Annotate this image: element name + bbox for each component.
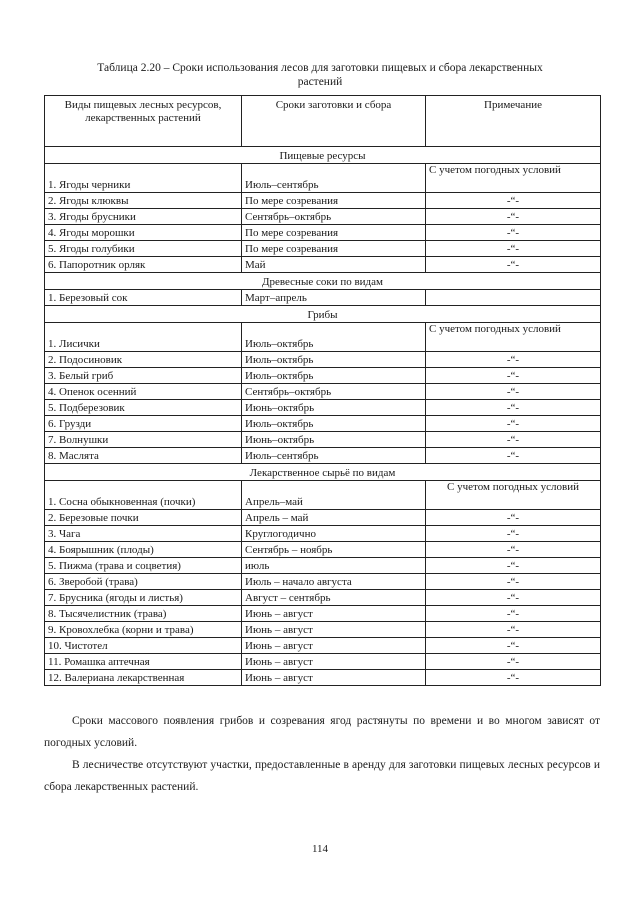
table-row [45, 193, 601, 209]
resource-name-cell: 1. Березовый сок [45, 290, 242, 306]
table-row [45, 352, 601, 368]
period-cell: Круглогодично [242, 526, 426, 542]
section-header-row [45, 273, 601, 290]
section-title: Грибы [45, 306, 601, 323]
resource-name-cell: 6. Грузди [45, 416, 242, 432]
period-cell: Июль–октябрь [242, 352, 426, 368]
resource-name-cell: 9. Кровохлебка (корни и трава) [45, 622, 242, 638]
section-title: Пищевые ресурсы [45, 147, 601, 164]
resource-name-cell: 10. Чистотел [45, 638, 242, 654]
resource-name-cell: 7. Волнушки [45, 432, 242, 448]
section-header-row [45, 464, 601, 481]
paragraph-no-leased-plots: В лесничестве отсутствуют участки, предоставленные в аренду для заготовки пищевых лесных ресурсов и сбора лекарственных растений. [44, 759, 600, 793]
header-resource-type: Виды пищевых лесных ресурсов, лекарственных растений [45, 96, 242, 147]
resource-name-cell: 3. Чага [45, 526, 242, 542]
note-cell: -“- [426, 622, 601, 638]
note-cell: С учетом погодных условий [426, 481, 601, 510]
resource-name-cell: 7. Брусника (ягоды и листья) [45, 590, 242, 606]
note-cell: -“- [426, 193, 601, 209]
period-cell: Апрель–май [242, 481, 426, 510]
table-row [45, 323, 601, 352]
caption-line-1: Таблица 2.20 – Сроки использования лесов для заготовки пищевых и сбора лекарственных [97, 62, 543, 74]
table-row [45, 481, 601, 510]
period-cell: По мере созревания [242, 225, 426, 241]
resource-name-cell: 2. Березовые почки [45, 510, 242, 526]
resource-name-cell: 1. Ягоды черники [45, 164, 242, 193]
resource-name-cell: 1. Лисички [45, 323, 242, 352]
table-row [45, 622, 601, 638]
resource-name-cell: 1. Сосна обыкновенная (почки) [45, 481, 242, 510]
section-header-row [45, 306, 601, 323]
resource-name-cell: 3. Белый гриб [45, 368, 242, 384]
section-title: Лекарственное сырьё по видам [45, 464, 601, 481]
note-cell: -“- [426, 225, 601, 241]
period-cell: Июль – начало августа [242, 574, 426, 590]
resource-name-cell: 4. Опенок осенний [45, 384, 242, 400]
table-row [45, 638, 601, 654]
table-row [45, 542, 601, 558]
period-cell: Август – сентябрь [242, 590, 426, 606]
note-cell: -“- [426, 526, 601, 542]
note-cell: -“- [426, 241, 601, 257]
period-cell: Май [242, 257, 426, 273]
table-caption [40, 61, 600, 89]
period-cell: Июнь – август [242, 670, 426, 686]
period-cell: Апрель – май [242, 510, 426, 526]
resource-name-cell: 3. Ягоды брусники [45, 209, 242, 225]
resource-name-cell: 4. Боярышник (плоды) [45, 542, 242, 558]
table-row [45, 590, 601, 606]
period-cell: Июнь – август [242, 638, 426, 654]
period-cell: Июль–октябрь [242, 323, 426, 352]
resource-name-cell: 4. Ягоды морошки [45, 225, 242, 241]
note-cell: -“- [426, 352, 601, 368]
period-cell: По мере созревания [242, 193, 426, 209]
period-cell: Июнь – август [242, 622, 426, 638]
table-row [45, 225, 601, 241]
note-cell: -“- [426, 368, 601, 384]
resource-name-cell: 12. Валериана лекарственная [45, 670, 242, 686]
note-cell: -“- [426, 510, 601, 526]
page-number: 114 [311, 843, 329, 855]
resource-name-cell: 11. Ромашка аптечная [45, 654, 242, 670]
note-cell: -“- [426, 384, 601, 400]
section-header-row [45, 147, 601, 164]
resource-name-cell: 5. Ягоды голубики [45, 241, 242, 257]
section-title: Древесные соки по видам [45, 273, 601, 290]
note-cell: -“- [426, 400, 601, 416]
table-row [45, 164, 601, 193]
note-cell: -“- [426, 448, 601, 464]
period-cell: По мере созревания [242, 241, 426, 257]
table-row [45, 448, 601, 464]
table-row [45, 574, 601, 590]
table-row [45, 257, 601, 273]
period-cell: Июль–октябрь [242, 368, 426, 384]
resource-name-cell: 5. Подберезовик [45, 400, 242, 416]
note-cell: -“- [426, 542, 601, 558]
table-row [45, 510, 601, 526]
note-cell: С учетом погодных условий [426, 164, 601, 193]
note-cell: С учетом погодных условий [426, 323, 601, 352]
note-cell: -“- [426, 606, 601, 622]
note-cell: -“- [426, 574, 601, 590]
note-cell: -“- [426, 558, 601, 574]
note-cell: -“- [426, 416, 601, 432]
period-cell: Июль–октябрь [242, 416, 426, 432]
table-row [45, 241, 601, 257]
table-row [45, 416, 601, 432]
table-row [45, 606, 601, 622]
resources-table [44, 95, 601, 686]
period-cell: Июль–сентябрь [242, 164, 426, 193]
period-cell: Июнь–октябрь [242, 400, 426, 416]
period-cell: Сентябрь–октябрь [242, 209, 426, 225]
period-cell: Июнь–октябрь [242, 432, 426, 448]
resource-name-cell: 6. Папоротник орляк [45, 257, 242, 273]
resource-name-cell: 6. Зверобой (трава) [45, 574, 242, 590]
table-row [45, 654, 601, 670]
table-row [45, 400, 601, 416]
table-header-row [45, 96, 601, 147]
paragraph-mushroom-timing: Сроки массового появления грибов и созревания ягод растянуты по времени и во многом зависят от погодных условий. [44, 715, 600, 749]
note-cell: -“- [426, 209, 601, 225]
table-body [45, 147, 601, 686]
resource-name-cell: 2. Ягоды клюквы [45, 193, 242, 209]
note-cell [426, 290, 601, 306]
caption-line-2: растений [297, 76, 343, 88]
table-row [45, 384, 601, 400]
note-cell: -“- [426, 638, 601, 654]
table-row [45, 368, 601, 384]
table-row [45, 209, 601, 225]
note-cell: -“- [426, 432, 601, 448]
table-row [45, 526, 601, 542]
table-row [45, 290, 601, 306]
resource-name-cell: 2. Подосиновик [45, 352, 242, 368]
note-cell: -“- [426, 654, 601, 670]
header-period: Сроки заготовки и сбора [242, 96, 426, 147]
period-cell: Сентябрь – ноябрь [242, 542, 426, 558]
period-cell: июль [242, 558, 426, 574]
note-cell: -“- [426, 670, 601, 686]
resource-name-cell: 8. Тысячелистник (трава) [45, 606, 242, 622]
header-note: Примечание [426, 96, 601, 147]
table-row [45, 670, 601, 686]
table-row [45, 432, 601, 448]
period-cell: Сентябрь–октябрь [242, 384, 426, 400]
period-cell: Июнь – август [242, 606, 426, 622]
period-cell: Март–апрель [242, 290, 426, 306]
table-row [45, 558, 601, 574]
note-cell: -“- [426, 590, 601, 606]
note-cell: -“- [426, 257, 601, 273]
period-cell: Июнь – август [242, 654, 426, 670]
resource-name-cell: 8. Маслята [45, 448, 242, 464]
resource-name-cell: 5. Пижма (трава и соцветия) [45, 558, 242, 574]
period-cell: Июль–сентябрь [242, 448, 426, 464]
